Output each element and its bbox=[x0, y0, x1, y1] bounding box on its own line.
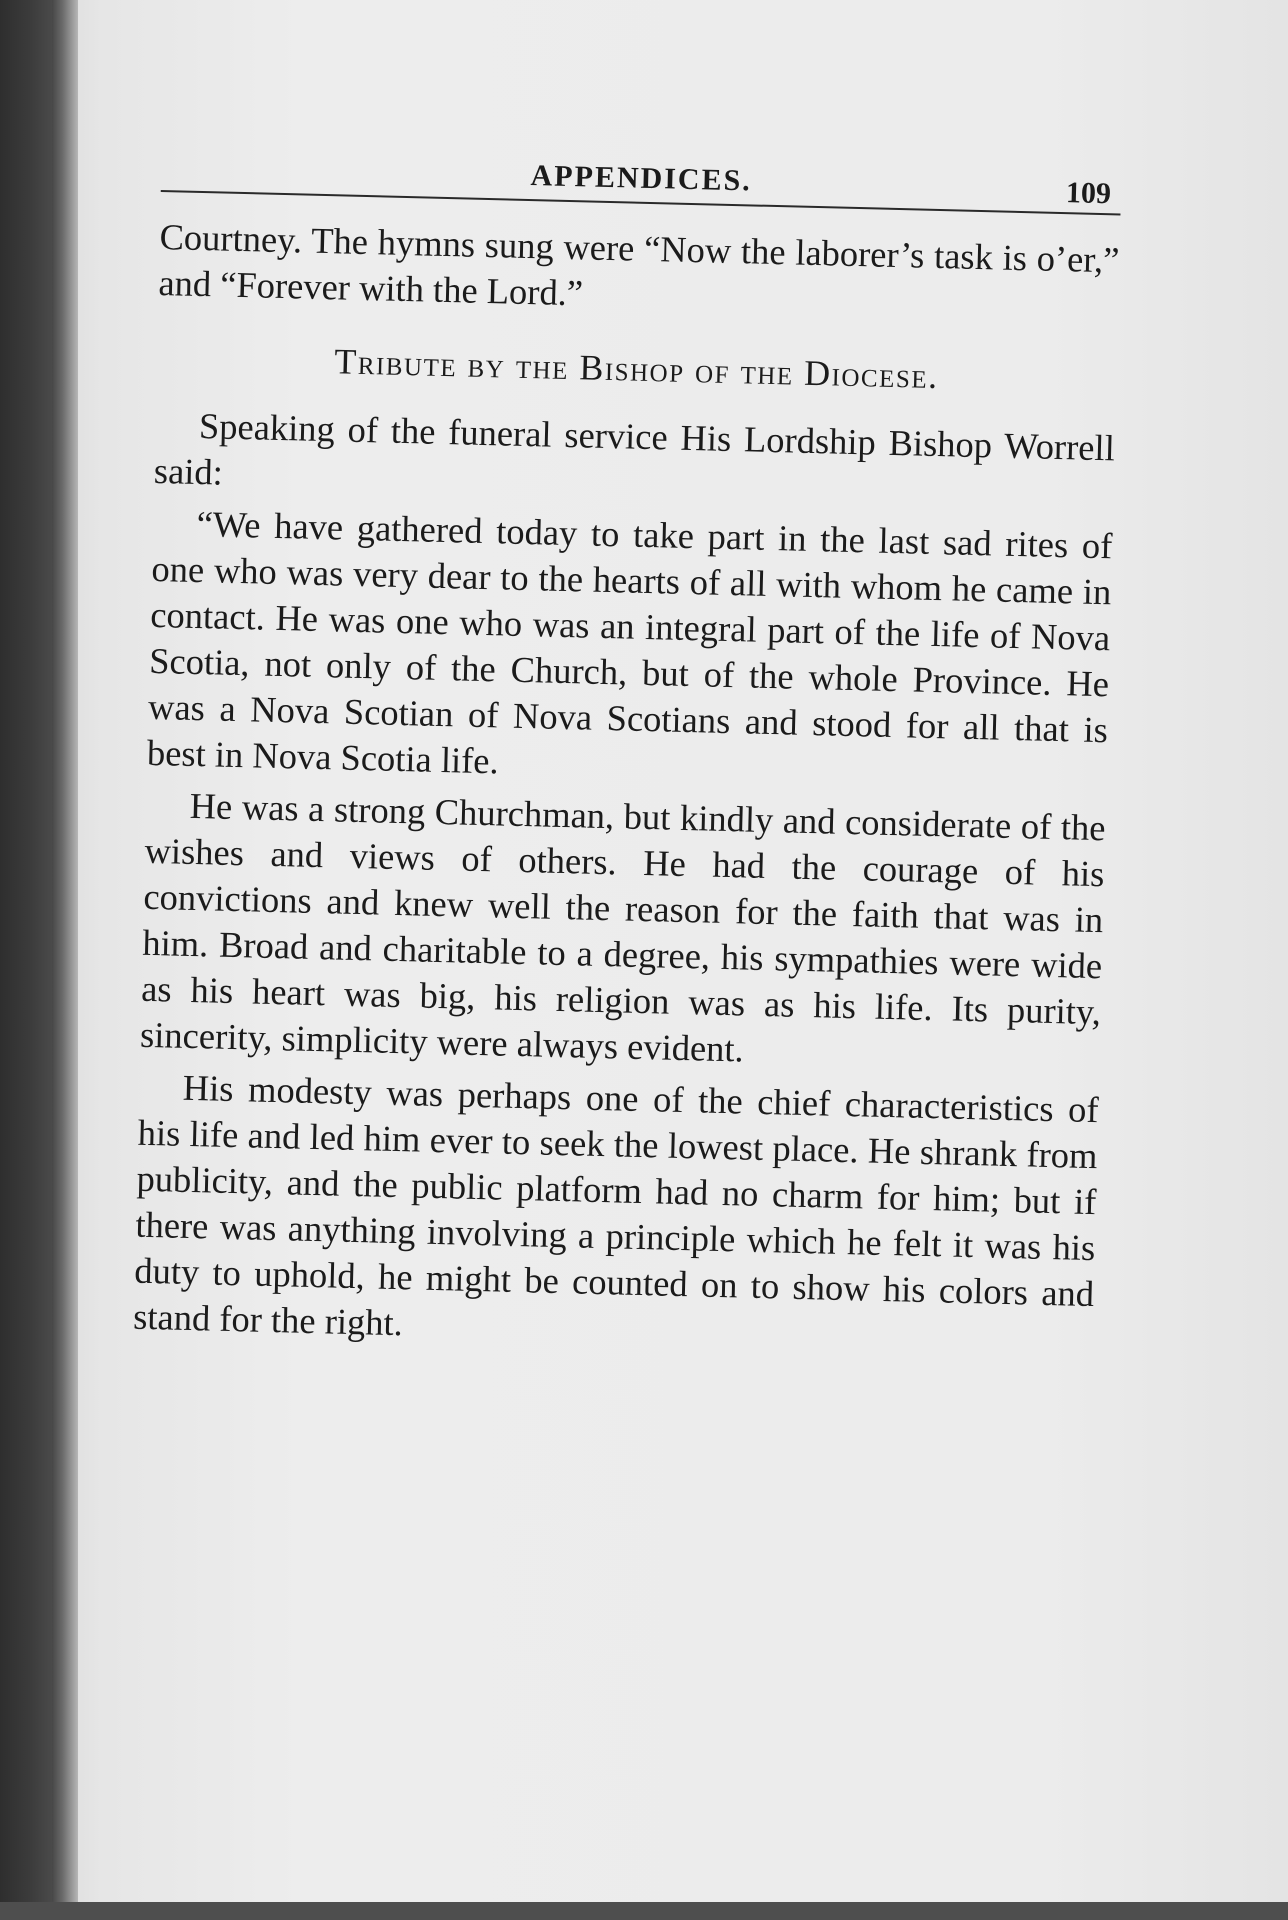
page-content bbox=[133, 140, 1122, 1363]
text-block bbox=[133, 214, 1120, 1363]
page-number: 109 bbox=[1065, 176, 1112, 211]
running-title: APPENDICES. bbox=[530, 159, 753, 198]
section-heading: Tribute by the Bishop of the Diocese. bbox=[333, 341, 940, 397]
paragraph-tribute-1: “We have gathered today to take part in the last sad rites of one who was very dear to the hearts of all with whom he came in contact. He was one who was an integral part of the life of Nova Scotia, not only of the Church, but of the whole Province. He was a Nova Scotian of Nova Scotians and stood for all that is best in Nova Scotia life. bbox=[146, 502, 1113, 782]
paragraph-tribute-3: His modesty was perhaps one of the chief characteristics of his life and led him ever to seek the lowest place. He shrank from publicity, and the public platform had no charm for him; but if there was anything involving a principle which he felt it was his duty to uphold, he might be counted on to show his colors and stand for the right. bbox=[132, 1066, 1100, 1344]
paragraph-continuation: Courtney. The hymns sung were “Now the laborer’s task is o’er,” and “Forever with the Lord.” bbox=[158, 215, 1120, 314]
paragraph-tribute-2: He was a strong Churchman, but kindly and considerate of the wishes and views of others. He had the courage of his convictions and knew well the reason for the faith that was in him. Broad and charitable to a degree, his sympathies were wide as his heart was big, his religion was as his life. Its purity, sincerity, simplicity were always evident. bbox=[139, 784, 1106, 1070]
paragraph-intro: Speaking of the funeral service His Lordship Bishop Worrell said: bbox=[153, 404, 1116, 493]
scan-bottom-edge bbox=[0, 1902, 1288, 1920]
book-page bbox=[52, 0, 1288, 1902]
running-head bbox=[161, 140, 1122, 221]
book-spine-shadow bbox=[52, 0, 78, 1902]
scan-left-edge bbox=[0, 0, 52, 1920]
